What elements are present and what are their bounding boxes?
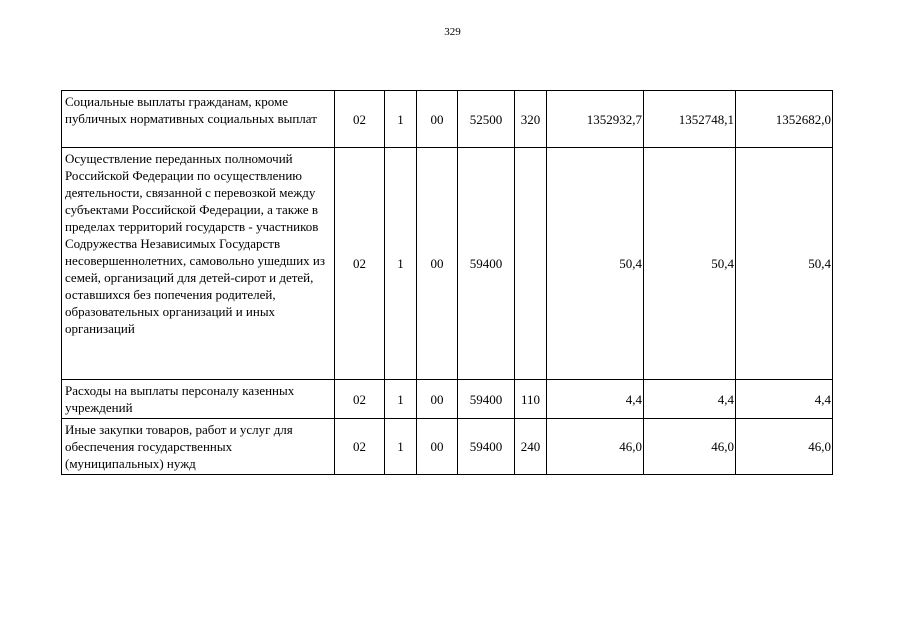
row-name-cell: Расходы на выплаты персоналу казенных учреждений xyxy=(62,380,335,419)
code-cell: 00 xyxy=(417,91,458,148)
code-cell: 00 xyxy=(417,380,458,419)
table-row xyxy=(62,380,833,419)
table-row xyxy=(62,91,833,148)
code-cell: 59400 xyxy=(458,380,515,419)
row-name-cell: Социальные выплаты гражданам, кроме публичных нормативных социальных выплат xyxy=(62,91,335,148)
row-name-cell: Иные закупки товаров, работ и услуг для обеспечения государственных (муниципальных) нужд xyxy=(62,419,335,475)
amount-cell: 1352748,1 xyxy=(644,91,736,148)
code-cell: 02 xyxy=(335,91,385,148)
page-number: 329 xyxy=(444,26,461,38)
amount-cell: 46,0 xyxy=(644,419,736,475)
amount-cell: 4,4 xyxy=(736,380,833,419)
code-cell: 00 xyxy=(417,148,458,380)
amount-cell: 50,4 xyxy=(644,148,736,380)
code-cell: 320 xyxy=(515,91,547,148)
code-cell: 02 xyxy=(335,419,385,475)
code-cell: 59400 xyxy=(458,148,515,380)
code-cell: 110 xyxy=(515,380,547,419)
amount-cell: 1352682,0 xyxy=(736,91,833,148)
amount-cell: 1352932,7 xyxy=(547,91,644,148)
amount-cell: 50,4 xyxy=(736,148,833,380)
row-name-cell: Осуществление переданных полномочий Российской Федерации по осуществлению деятельности, связанной с перевозкой между субъектами Российской Федерации, а также в пределах территорий государств - участников Содружества Независимых Государств несовершеннолетних, самовольно ушедших из семей, организаций для детей-сирот и детей, оставшихся без попечения родителей, образовательных организаций и иных организаций xyxy=(62,148,335,380)
budget-table xyxy=(61,90,833,475)
amount-cell: 50,4 xyxy=(547,148,644,380)
code-cell: 1 xyxy=(385,419,417,475)
code-cell: 00 xyxy=(417,419,458,475)
code-cell: 1 xyxy=(385,380,417,419)
code-cell: 02 xyxy=(335,148,385,380)
table-row xyxy=(62,419,833,475)
code-cell: 02 xyxy=(335,380,385,419)
amount-cell: 4,4 xyxy=(644,380,736,419)
amount-cell: 4,4 xyxy=(547,380,644,419)
code-cell: 52500 xyxy=(458,91,515,148)
code-cell: 59400 xyxy=(458,419,515,475)
amount-cell: 46,0 xyxy=(736,419,833,475)
code-cell xyxy=(515,148,547,380)
amount-cell: 46,0 xyxy=(547,419,644,475)
code-cell: 1 xyxy=(385,148,417,380)
code-cell: 240 xyxy=(515,419,547,475)
code-cell: 1 xyxy=(385,91,417,148)
table-row xyxy=(62,148,833,380)
